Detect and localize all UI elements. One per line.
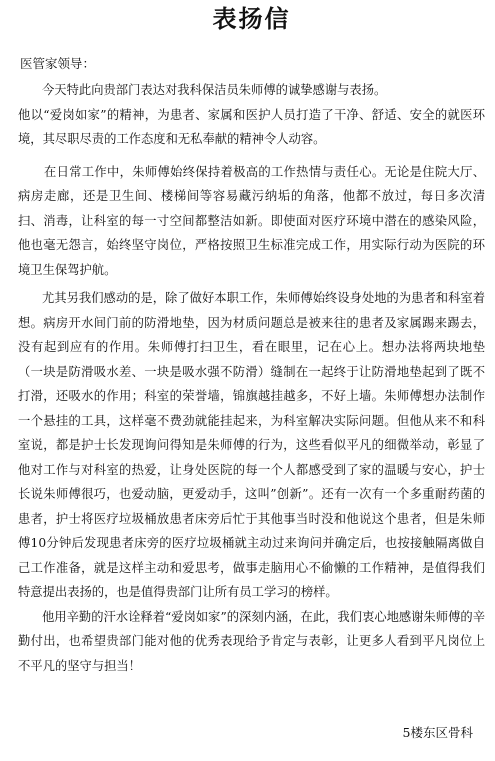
paragraph-intro: 今天特此向贵部门表达对我科保洁员朱师傅的诚挚感谢与表扬。 <box>42 83 387 97</box>
paragraph-daily-work: 在日常工作中，朱师傅始终保持着极高的工作热情与责任心。无论是住院大厅、病房走廊，还是卫生间、楼梯间等容易藏污纳垢的角落，他都不放过，每日多次清扫、消毒，让科室的每一寸空间都整洁如新。即使面对医疗环境中潜在的感染风险，他也毫无怨言，始终坚守岗位，严格按照卫生标准完成工作，用实际行动为医院的环境卫生保驾护航。 <box>18 164 485 277</box>
letter-title: 表扬信 <box>212 5 291 33</box>
paragraph-spirit: 他以“爱岗如家”的精神，为患者、家属和医护人员打造了干净、舒适、安全的就医环境，其尽职尽责的工作态度和无私奉献的精神令人动容。 <box>18 107 485 146</box>
paragraph-touching-deeds: 尤其另我们感动的是，除了做好本职工作，朱师傅始终设身处地的为患者和科室着想。病房开水间门前的防滑地垫，因为材质问题总是被来往的患者及家属踢来踢去，没有起到应有的作用。朱师傅打扫卫生，看在眼里，记在心上。想办法将两块地垫（一块是防滑吸水差、一块是吸水强不防滑）缝制在一起终于让防滑地垫起到了既不打滑，还吸水的作用；科室的荣誉墙，锦旗越挂越多，不好上墙。朱师傅想办法制作一个悬挂的工具，这样毫不费劲就能挂起来，为科室解决实际问题。但他从来不和科室说，都是护士长发现询问得知是朱师傅的行为，这些看似平凡的细微举动，彰显了他对工作与对科室的热爱，让身处医院的每一个人都感受到了家的温暖与安心，护士长说朱师傅很巧，也爱动脑，更爱动手，这叫”创新”。还有一次有一个多重耐药菌的患者，护士将医疗垃圾桶放患者床旁后忙于其他事当时没和他说这个患者，但是朱师傅10分钟后发现患者床旁的医疗垃圾桶就主动过来询问并确定后，也按接触隔离做自己工作准备，就是这样主动和爱思考，做事走脑用心不偷懒的工作精神，是值得我们特意提出表扬的，也是值得贵部门让所有员工学习的榜样。 <box>18 291 485 599</box>
salutation: 医管家领导： <box>20 56 96 71</box>
paragraph-closing: 他用辛勤的汗水诠释着“爱岗如家”的深刻内涵，在此，我们衷心地感谢朱师傅的辛勤付出，也希望贵部门能对他的优秀表现给予肯定与表彰，让更多人看到平凡岗位上不平凡的坚守与担当！ <box>18 609 485 673</box>
signature: 5楼东区骨科 <box>402 725 473 740</box>
